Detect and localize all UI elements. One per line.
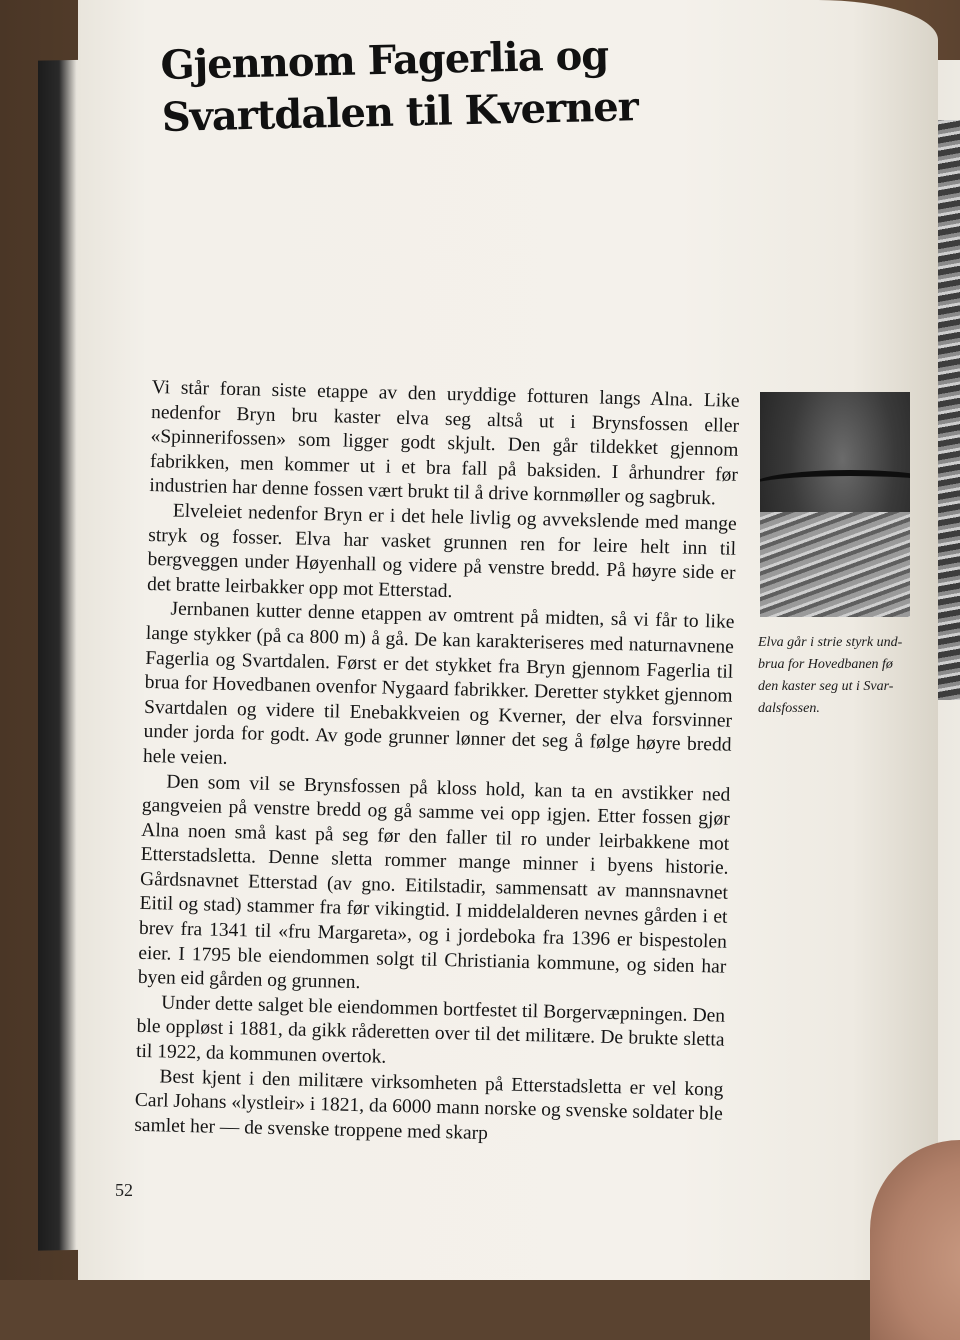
paragraph: Elveleiet nedenfor Bryn er i det hele livlig og avvekslende med mange stryk og fosser. Elva har vasket grunnen ren for leire helt inn til bergveggen under Høyenhall og videre på venstre bredd. På høyre side er det bratte leirbakker opp mot Etterstad. [146, 500, 737, 602]
paragraph: Vi står foran siste etappe av den uryddige fotturen langs Alna. Like nedenfor Bryn bru kaster elva seg altså ut i Brynsfossen eller «Spinnerifossen» som ligger godt skjult. Den går tildekket gjennom fabrikken, men kommer ut i et bra fall på baksiden. I århundrer før industrien har denne fossen vært brukt til å drive kornmøller og sagbruk. [149, 376, 740, 510]
bridge-photo [760, 392, 910, 617]
chapter-title [160, 27, 722, 144]
photo-caption: Elva går i strie styrk und- brua for Hovedbanen fø den kaster seg ut i Svar- dalsfossen. [758, 635, 903, 716]
paragraph: Under dette salget ble eiendommen bortfestet til Borgervæpningen. Den ble oppløst i 1881, da gikk råderetten over til det militære. De brukte sletta til 1922, da kommunen overtok. [135, 992, 726, 1068]
bridge-arch [760, 470, 910, 502]
page-number: 52 [115, 1180, 133, 1200]
body-text [134, 376, 740, 1152]
paragraph: Den som vil se Brynsfossen på kloss hold, kan ta en avstikker ned gangveien på venstre bredd og gå samme vei opp igjen. Etter fossen gjør Alna noen små kast på seg før den faller til ro under leirbakkene mot Etterstadsletta. Denne sletta rommer mange minner i byens historie. Gårdsnavnet Etterstad (av gno. Eitilstadir, sammensatt av mannsnavnet Eitil og stad) stammer fra før vikingtid. I middelalderen nevnes gården i et brev fra 1341 til «fru Margareta», og i jordeboka fra 1396 er bispestolen eier. I 1795 ble eiendommen solgt til Christiania kommune, og siden har byen eid gården og grunnen. [137, 770, 731, 994]
paragraph: Best kjent i den militære virksomheten på Etterstadsletta er vel kong Carl Johans «lystleir» i 1821, da 6000 mann norske og svenske soldater ble samlet her — de svenske troppene med skarp [134, 1065, 724, 1144]
chapter-title-line-2: Svartdalen til Kverner [161, 83, 639, 141]
waterfall [760, 512, 910, 617]
chapter-title-line-1: Gjennom Fagerlia og [160, 31, 609, 89]
paragraph: Jernbanen kutter denne etappen av omtrent på midten, så vi får to like lange stykker (på ca 800 m) å gå. De kan karakteriseres med naturnavnene Fagerlia og Svartdalen. Først er det stykket fra Bryn gjennom Fagerlia til brua for Hovedbanen ovenfor Nygaard fabrikker. Deretter stykket gjennom Svartdalen og videre til Enebakkveien og Kverner, der elva forsvinner under jorda for godt. Av gode grunner lønner det seg å følge høyre bredd hele veien. [142, 598, 735, 769]
